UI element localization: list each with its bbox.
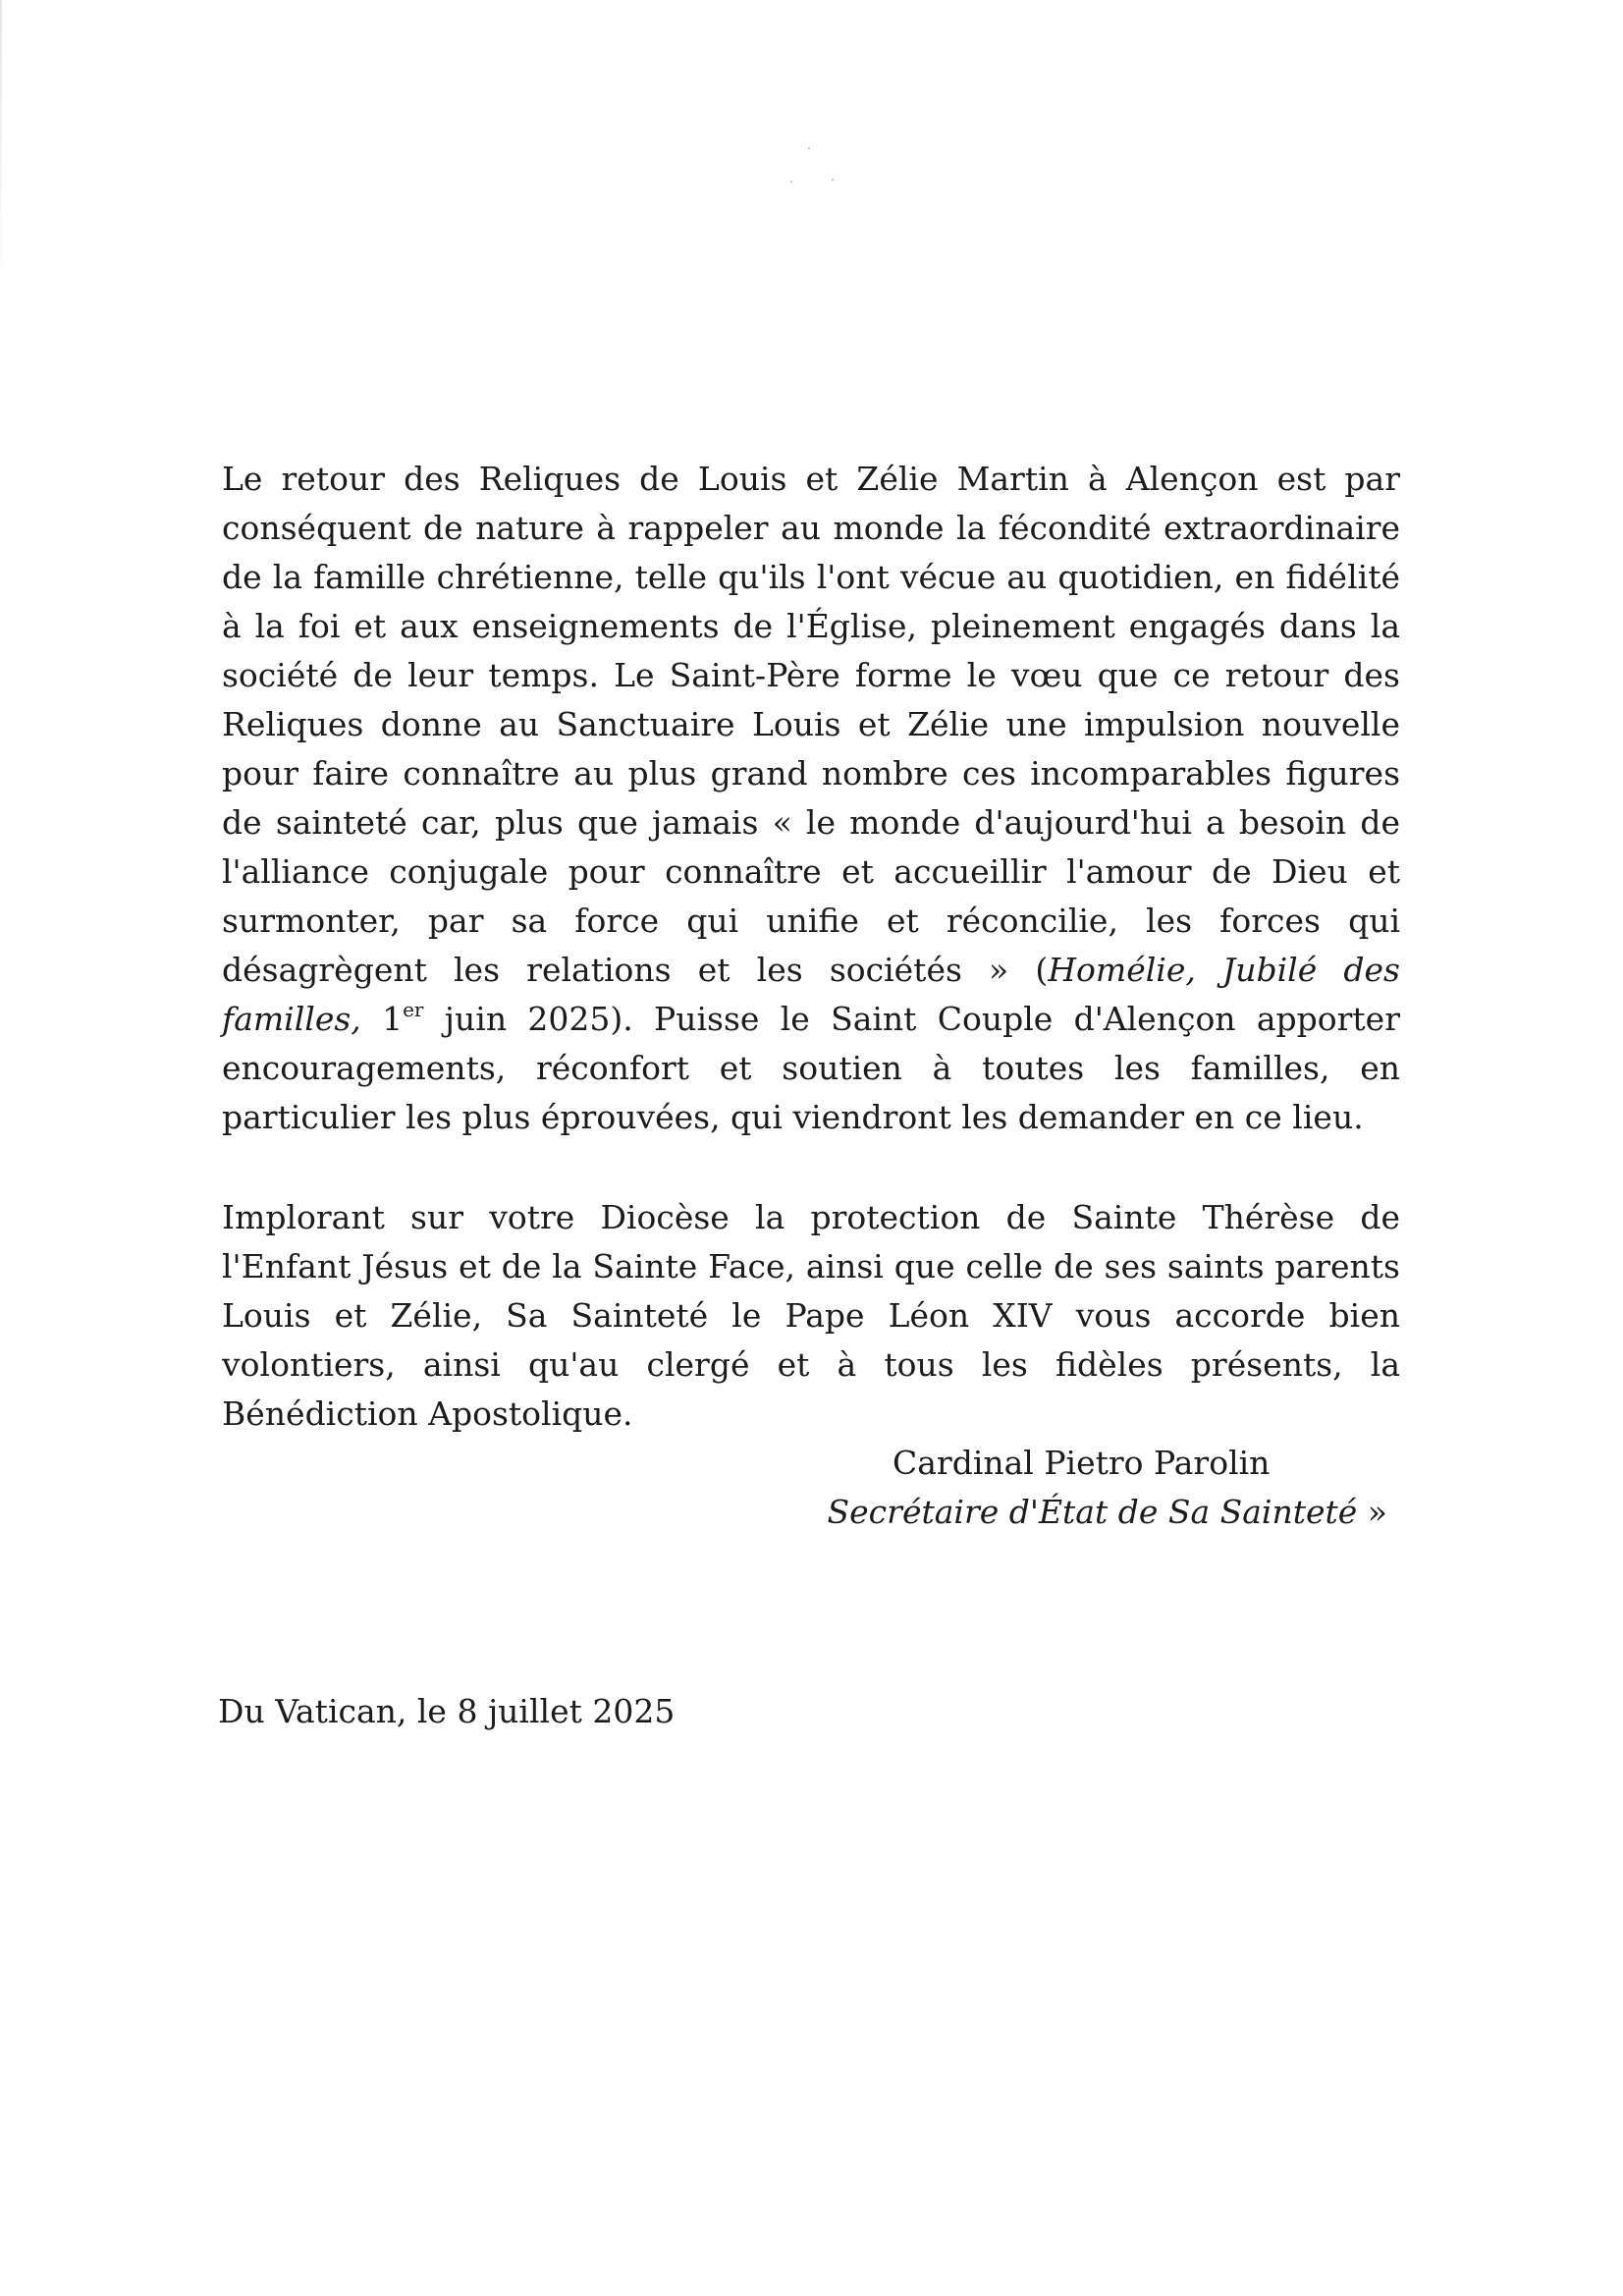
- body-paragraph-1: [222, 455, 1400, 1142]
- paragraph-1-citation: Homélie, Jubilé des familles,: [222, 951, 1400, 1038]
- body-paragraph-2: [222, 1193, 1400, 1439]
- paragraph-2-text: Implorant sur votre Diocèse la protection de Sainte Thérèse de l'Enfant Jésus et de la Sainte Face, ainsi que celle de ses saints parents Louis et Zélie, Sa Sainteté le Pape Léon XIV vous accorde bien volontiers, ainsi qu'au clergé et à tous les fidèles présents, la Bénédiction Apostolique.: [222, 1198, 1400, 1433]
- paragraph-1-citation-day: 1: [360, 1000, 404, 1038]
- paragraph-1-citation-sup: er: [403, 998, 424, 1021]
- scan-edge-mark: [0, 0, 2, 285]
- date-line: Du Vatican, le 8 juillet 2025: [218, 1692, 676, 1730]
- paragraph-1-text-b: ). Puisse le Saint Couple d'Alençon apporter encouragements, réconfort et soutien à toutes les familles, en particulier les plus éprouvées, qui viendront les demander en ce lieu.: [222, 1000, 1400, 1136]
- signature-block: [798, 1439, 1387, 1537]
- closing-quote: »: [1357, 1493, 1387, 1531]
- paragraph-1-citation-date: juin 2025: [423, 1000, 611, 1038]
- signature-name: Cardinal Pietro Parolin: [893, 1444, 1271, 1482]
- scan-specks: [790, 147, 839, 187]
- signature-title-line: [798, 1488, 1387, 1537]
- paragraph-1-text-a: Le retour des Reliques de Louis et Zélie Martin à Alençon est par conséquent de nature à rappeler au monde la fécondité extraordinaire de la famille chrétienne, telle qu'ils l'ont vécue au quotidien, en fidélité à la foi et aux enseignements de l'Église, pleinement engagés dans la société de leur temps. Le Saint-Père forme le vœu que ce retour des Reliques donne au Sanctuaire Louis et Zélie une impulsion nouvelle pour faire connaître au plus grand nombre ces incomparables figures de sainteté car, plus que jamais « le monde d'aujourd'hui a besoin de l'alliance conjugale pour connaître et accueillir l'amour de Dieu et surmonter, par sa force qui unifie et réconcilie, les forces qui désagrègent les relations et les sociétés » (: [222, 460, 1400, 989]
- signature-title: Secrétaire d'État de Sa Sainteté: [827, 1493, 1358, 1531]
